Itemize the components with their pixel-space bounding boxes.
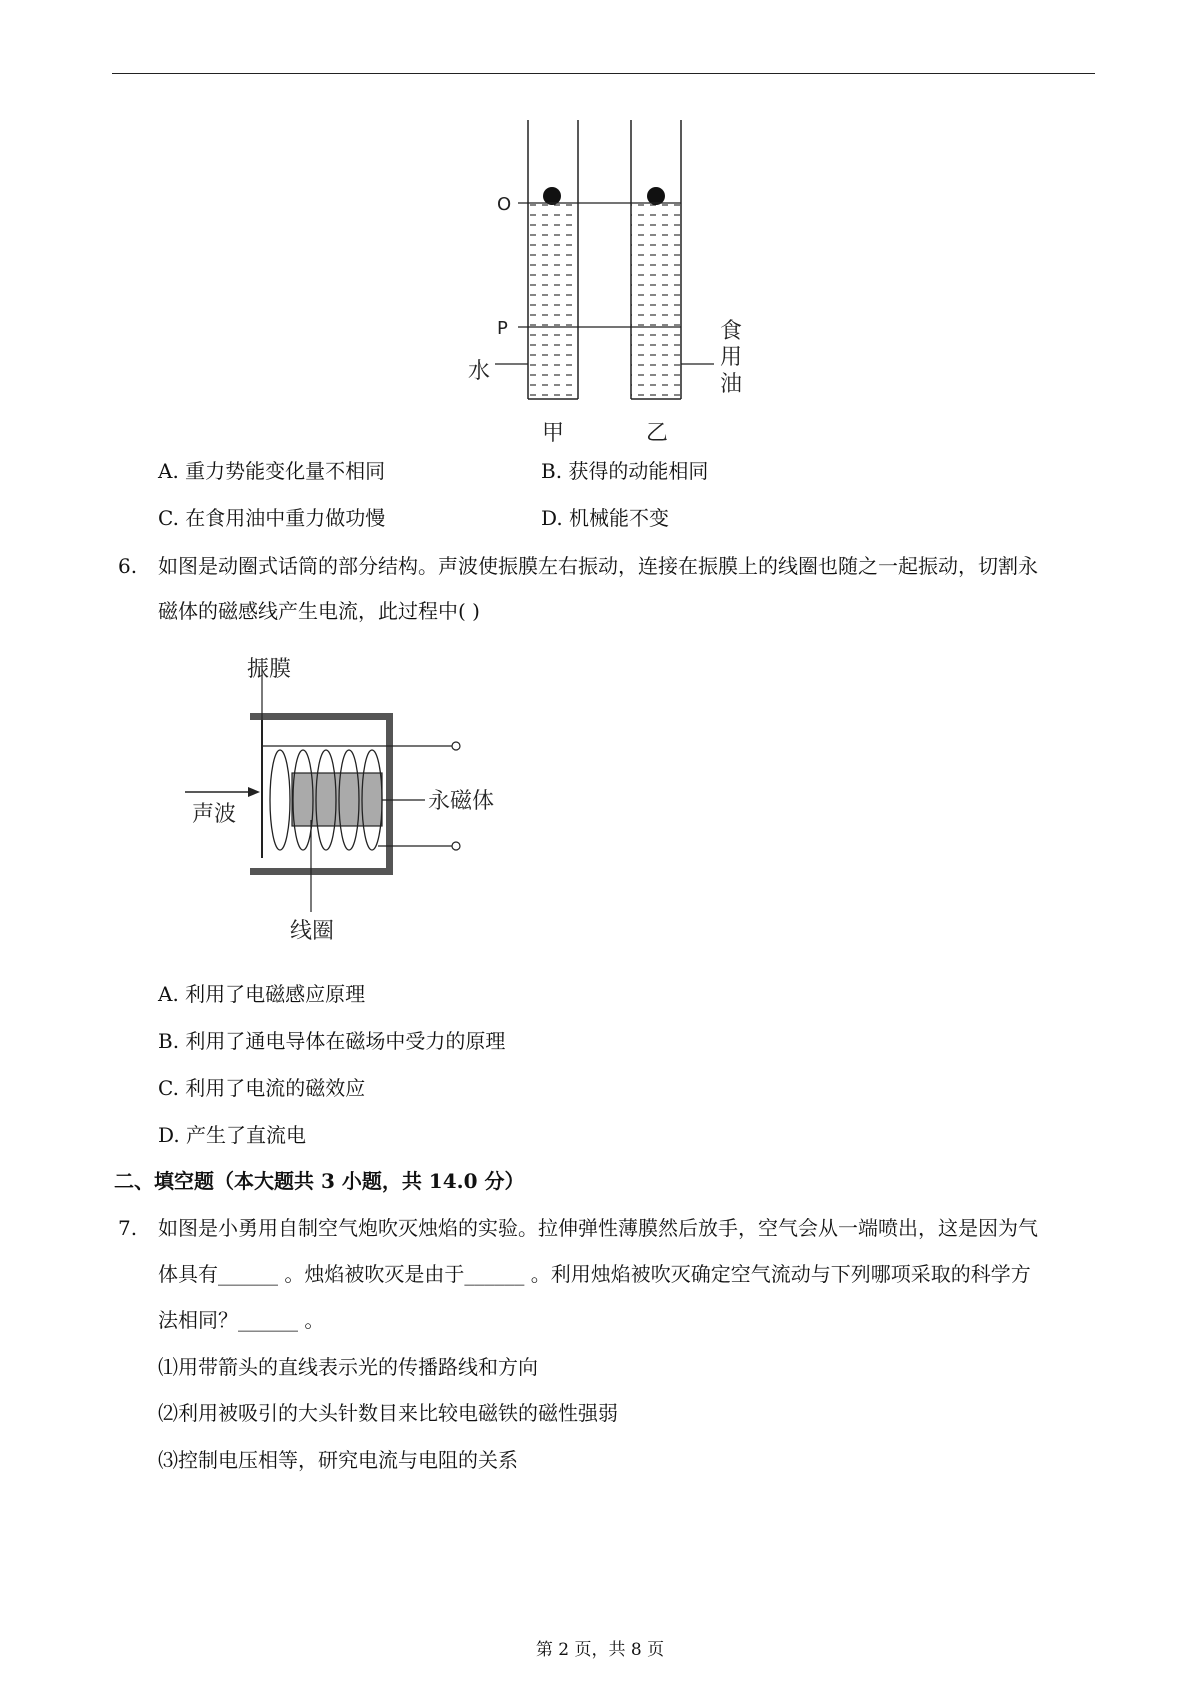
ball-yi (647, 187, 665, 205)
q6-option-c[interactable]: C. 利用了电流的磁效应 (158, 1076, 366, 1100)
label-coil: 线圈 (290, 919, 335, 940)
label-o: O (497, 194, 512, 215)
terminal-top (452, 742, 460, 750)
fig-tubes (450, 115, 770, 455)
label-yi: 乙 (646, 421, 669, 446)
q6-stem-line2: 磁体的磁感线产生电流，此过程中( ) (158, 599, 480, 623)
q5-option-d[interactable]: D. 机械能不变 (541, 506, 670, 530)
q7-stem-line2: 体具有______ 。烛焰被吹灭是由于______ 。利用烛焰被吹灭确定空气流动与下列哪项采取的科学方 (158, 1262, 1031, 1286)
label-p: P (497, 318, 508, 339)
label-diaphragm: 振膜 (247, 657, 292, 682)
label-water: 水 (468, 359, 491, 384)
page-footer: 第 2 页，共 8 页 (535, 1640, 665, 1660)
q6-option-b[interactable]: B. 利用了通电导体在磁场中受力的原理 (158, 1029, 506, 1053)
label-magnet: 永磁体 (428, 789, 495, 814)
q7-option-3[interactable]: ⑶控制电压相等，研究电流与电阻的关系 (158, 1448, 518, 1472)
q5-option-b[interactable]: B. 获得的动能相同 (541, 459, 709, 483)
section-heading: 二、填空题（本大题共 3 小题，共 14.0 分） (114, 1169, 525, 1193)
header-rule (112, 73, 1095, 74)
permanent-magnet (292, 773, 382, 826)
q5-option-a[interactable]: A. 重力势能变化量不相同 (158, 459, 386, 483)
q7-stem-line3: 法相同？______ 。 (158, 1308, 325, 1332)
label-sound-wave: 声波 (192, 802, 237, 827)
q6-option-d[interactable]: D. 产生了直流电 (158, 1123, 307, 1147)
q7-option-1[interactable]: ⑴用带箭头的直线表示光的传播路线和方向 (158, 1355, 538, 1379)
q7-stem-line1: 如图是小勇用自制空气炮吹灭烛焰的实验。拉伸弹性薄膜然后放手，空气会从一端喷出，这是因为气 (158, 1216, 1038, 1240)
q7-number: 7. (118, 1216, 138, 1240)
label-oil-2: 用 (720, 345, 743, 370)
q6-stem-line1: 如图是动圈式话筒的部分结构。声波使振膜左右振动，连接在振膜上的线圈也随之一起振动，切割永 (158, 554, 1038, 578)
q6-option-a[interactable]: A. 利用了电磁感应原理 (158, 982, 366, 1006)
label-oil-1: 食 (720, 319, 743, 344)
label-jia: 甲 (542, 421, 565, 446)
tube-jia (528, 120, 578, 399)
q5-option-c[interactable]: C. 在食用油中重力做功慢 (158, 506, 386, 530)
tube-yi (631, 120, 681, 399)
label-oil-3: 油 (720, 372, 743, 397)
terminal-bottom (452, 842, 460, 850)
q7-option-2[interactable]: ⑵利用被吸引的大头针数目来比较电磁铁的磁性强弱 (158, 1401, 618, 1425)
ball-jia (543, 187, 561, 205)
fig-microphone (175, 640, 515, 940)
q6-number: 6. (118, 554, 138, 578)
